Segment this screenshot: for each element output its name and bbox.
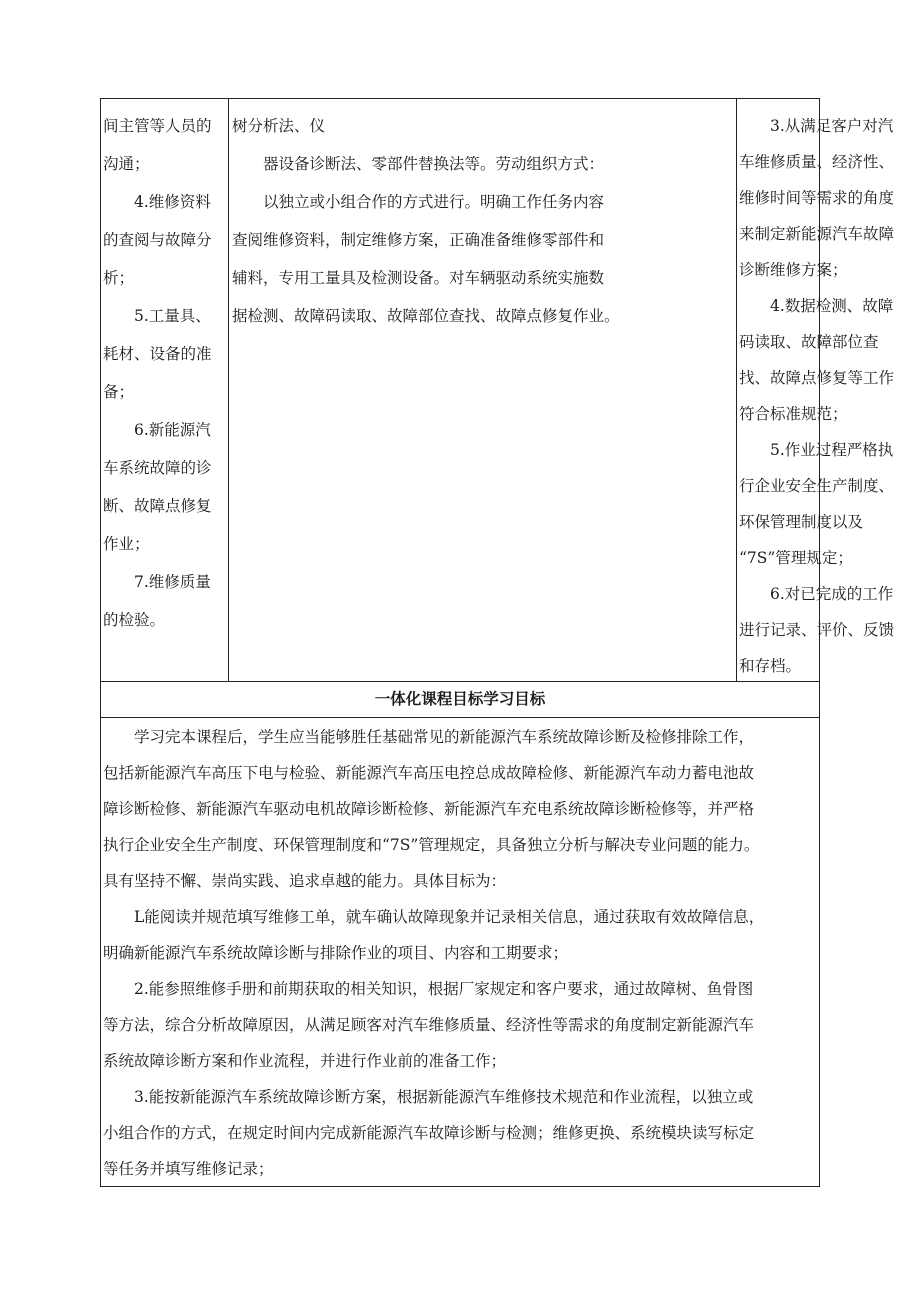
middle-column-cell — [229, 99, 737, 681]
left-line: 断、故障点修复 — [103, 497, 212, 515]
right-line: 6.对已完成的工作 — [739, 585, 894, 603]
left-line: 车系统故障的诊 — [103, 459, 212, 477]
left-line: 的查阅与故障分 — [103, 231, 212, 249]
objective-line: 具有坚持不懈、崇尚实践、追求卓越的能力。具体目标为： — [103, 872, 507, 890]
left-line: 析； — [103, 269, 135, 287]
objective-line: 系统故障诊断方案和作业流程，并进行作业前的准备工作； — [103, 1052, 507, 1070]
middle-line: 查阅维修资料，制定维修方案，正确准备维修零部件和 — [232, 231, 605, 249]
right-line: 符合标准规范； — [739, 405, 848, 423]
left-line: 作业； — [103, 535, 150, 553]
right-line: 和存档。 — [739, 657, 802, 675]
right-line: 来制定新能源汽车故障 — [739, 225, 895, 243]
left-line: 7.维修质量 — [103, 573, 211, 591]
objective-line: 3.能按新能源汽车系统故障诊断方案，根据新能源汽车维修技术规范和作业流程，以独立或 — [103, 1088, 754, 1106]
objective-line: 等任务并填写维修记录； — [103, 1160, 274, 1178]
right-line: 4.数据检测、故障 — [739, 297, 894, 315]
left-line: 耗材、设备的准 — [103, 345, 212, 363]
objectives-cell — [101, 718, 819, 1186]
left-line: 的检验。 — [103, 611, 166, 629]
section-title: 一体化课程目标学习目标 — [101, 681, 819, 718]
objective-line: 等方法，综合分析故障原因，从满足顾客对汽车维修质量、经济性等需求的角度制定新能源汽车 — [103, 1016, 755, 1034]
objective-line: 障诊断检修、新能源汽车驱动电机故障诊断检修、新能源汽车充电系统故障诊断检修等，并严格 — [103, 800, 755, 818]
curriculum-table — [100, 98, 895, 1187]
objective-line: 2.能参照维修手册和前期获取的相关知识，根据厂家规定和客户要求，通过故障树、鱼骨图 — [103, 980, 754, 998]
left-line: 沟通； — [103, 155, 150, 173]
right-line: 行企业安全生产制度、 — [739, 477, 895, 495]
right-line: 车维修质量、经济性、 — [739, 153, 895, 171]
objective-line: 执行企业安全生产制度、环保管理制度和“7S”管理规定，具备独立分析与解决专业问题的能力。 — [103, 836, 760, 854]
middle-line: 据检测、故障码读取、故障部位查找、故障点修复作业。 — [232, 307, 620, 325]
right-column-cell — [737, 99, 919, 681]
objective-line: 小组合作的方式，在规定时间内完成新能源汽车故障诊断与检测；维修更换、系统模块读写标定 — [103, 1124, 755, 1142]
right-line: 5.作业过程严格执 — [739, 441, 894, 459]
objective-line: L能阅读并规范填写维修工单，就车确认故障现象并记录相关信息，通过获取有效故障信息， — [103, 908, 765, 926]
right-line: “7S”管理规定； — [739, 549, 853, 567]
left-line: 6.新能源汽 — [103, 421, 211, 439]
left-column-cell — [101, 99, 229, 681]
objective-line: 包括新能源汽车高压下电与检验、新能源汽车高压电控总成故障检修、新能源汽车动力蓄电池故 — [103, 764, 755, 782]
right-line: 诊断维修方案； — [739, 261, 848, 279]
work-content-row — [101, 99, 895, 682]
middle-line: 树分析法、仪 — [232, 117, 326, 135]
objective-line: 学习完本课程后，学生应当能够胜任基础常见的新能源汽车系统故障诊断及检修排除工作， — [103, 728, 755, 746]
right-line: 环保管理制度以及 — [739, 513, 864, 531]
right-line: 维修时间等需求的角度 — [739, 189, 895, 207]
objective-line: 明确新能源汽车系统故障诊断与排除作业的项目、内容和工期要求； — [103, 944, 569, 962]
left-line: 4.维修资料 — [103, 193, 211, 211]
middle-line: 辅料，专用工量具及检测设备。对车辆驱动系统实施数 — [232, 269, 605, 287]
left-line: 间主管等人员的 — [103, 117, 212, 135]
right-line: 找、故障点修复等工作 — [739, 369, 895, 387]
right-line: 进行记录、评价、反馈 — [739, 621, 895, 639]
left-line: 备； — [103, 383, 135, 401]
right-line: 码读取、故障部位查 — [739, 333, 879, 351]
middle-line: 器设备诊断法、零部件替换法等。劳动组织方式： — [232, 155, 605, 173]
middle-line: 以独立或小组合作的方式进行。明确工作任务内容 — [232, 193, 605, 211]
left-line: 5.工量具、 — [103, 307, 211, 325]
right-line: 3.从满足客户对汽 — [739, 117, 894, 135]
